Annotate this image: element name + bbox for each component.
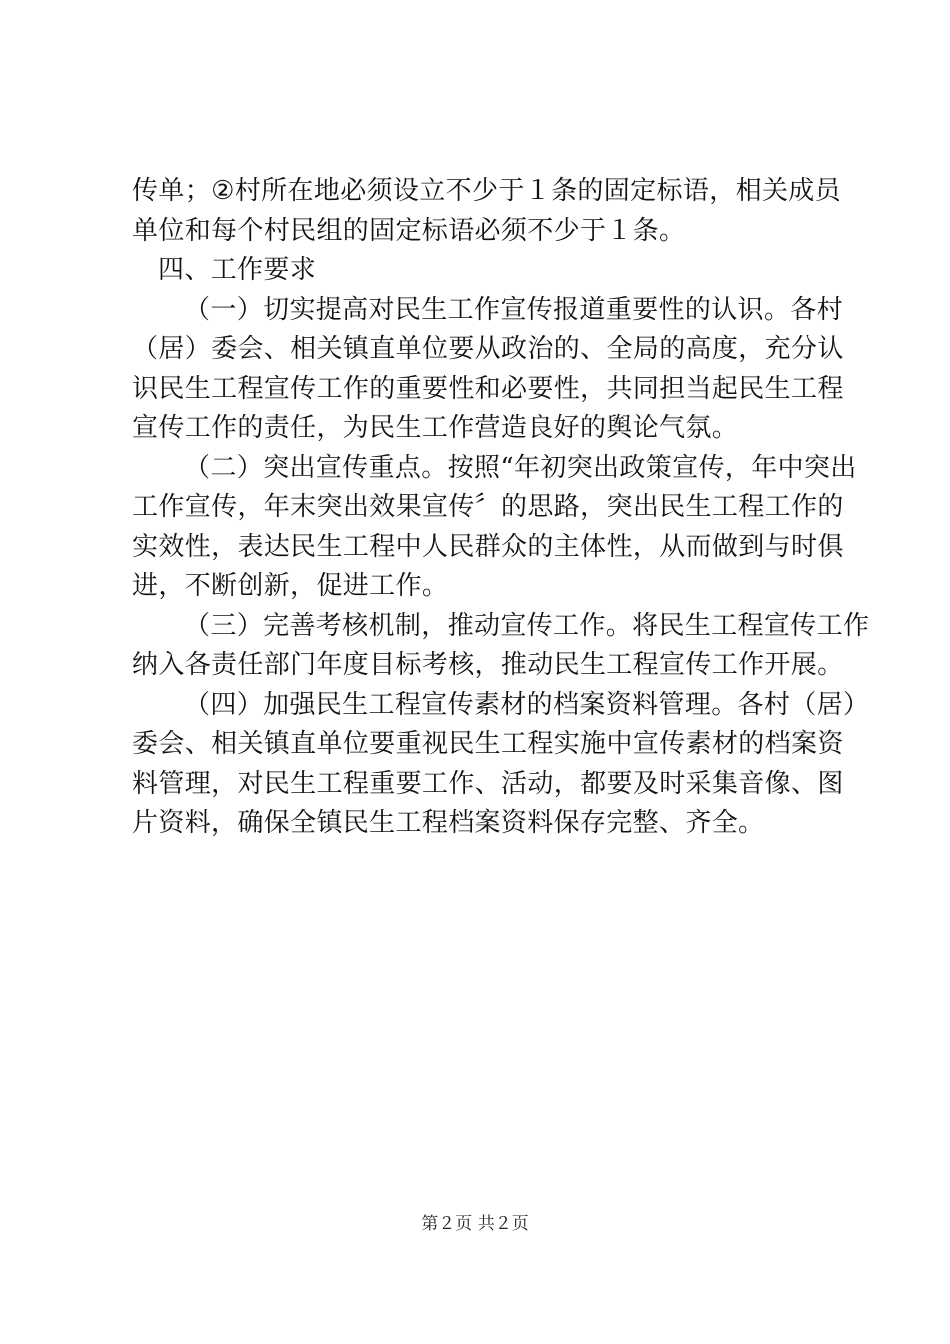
text-line: （ 一 ） 切 实 提 高 对 民 生 工 作 宣 传 报 道 重 要 性 的 认 识 。 各 村	[184, 294, 843, 325]
text-line: （ 四 ） 加 强 民 生 工 程 宣 传 素 材 的 档 案 资 料 管 理 。 各 村 （ 居 ）	[184, 689, 870, 720]
text-line: 实 效 性 ， 表 达 民 生 工 程 中 人 民 群 众 的 主 体 性 ， 从 而 做 到 与 时 俱	[132, 531, 844, 562]
text-line: 传 单 ； ② 村 所 在 地 必 须 设 立 不 少 于 １ 条 的 固 定 标 语 ， 相 关 成 员	[132, 176, 842, 206]
text-line: 工 作 宣 传 ， 年 末 突 出 效 果 宣 传 〞 的 思 路 ， 突 出 民 生 工 程 工 作 的	[132, 492, 844, 522]
text-line: 料 管 理 ， 对 民 生 工 程 重 要 工 作 、 活 动 ， 都 要 及 时 采 集 音 像 、 图	[132, 768, 844, 799]
text-line: 纳入各责任部门年度目标考核，推动民生工程宣传工作开展。	[132, 650, 844, 680]
text-line: 单位和每个村民组的固定标语必须不少于１条。	[132, 215, 686, 246]
text-line: 片资料，确保全镇民生工程档案资料保存完整、齐全。	[132, 808, 765, 838]
text-line: （ 三 ） 完 善 考 核 机 制 ， 推 动 宣 传 工 作 。 将 民 生 工 程 宣 传 工 作	[184, 610, 870, 641]
document-body	[132, 172, 870, 844]
text-line: （ 居 ） 委 会 、 相 关 镇 直 单 位 要 从 政 治 的 、 全 局 的 高 度 ， 充 分 认	[132, 334, 844, 364]
text-line: 识 民 生 工 程 宣 传 工 作 的 重 要 性 和 必 要 性 ， 共 同 担 当 起 民 生 工 程	[132, 373, 844, 404]
text-line: 进，不断创新，促进工作。	[132, 571, 449, 601]
text-line: 委 会 、 相 关 镇 直 单 位 要 重 视 民 生 工 程 实 施 中 宣 传 素 材 的 档 案 资	[132, 729, 844, 759]
text-line: （ 二 ） 突 出 宣 传 重 点 。 按 照 “ 年 初 突 出 政 策 宣 传 ， 年 中 突 出	[184, 452, 857, 483]
text-line: 四、工作要求	[158, 255, 317, 285]
page-footer: 第２页 共２页	[421, 1214, 529, 1234]
text-line: 宣传工作的责任，为民生工作营造良好的舆论气氛。	[132, 413, 739, 443]
